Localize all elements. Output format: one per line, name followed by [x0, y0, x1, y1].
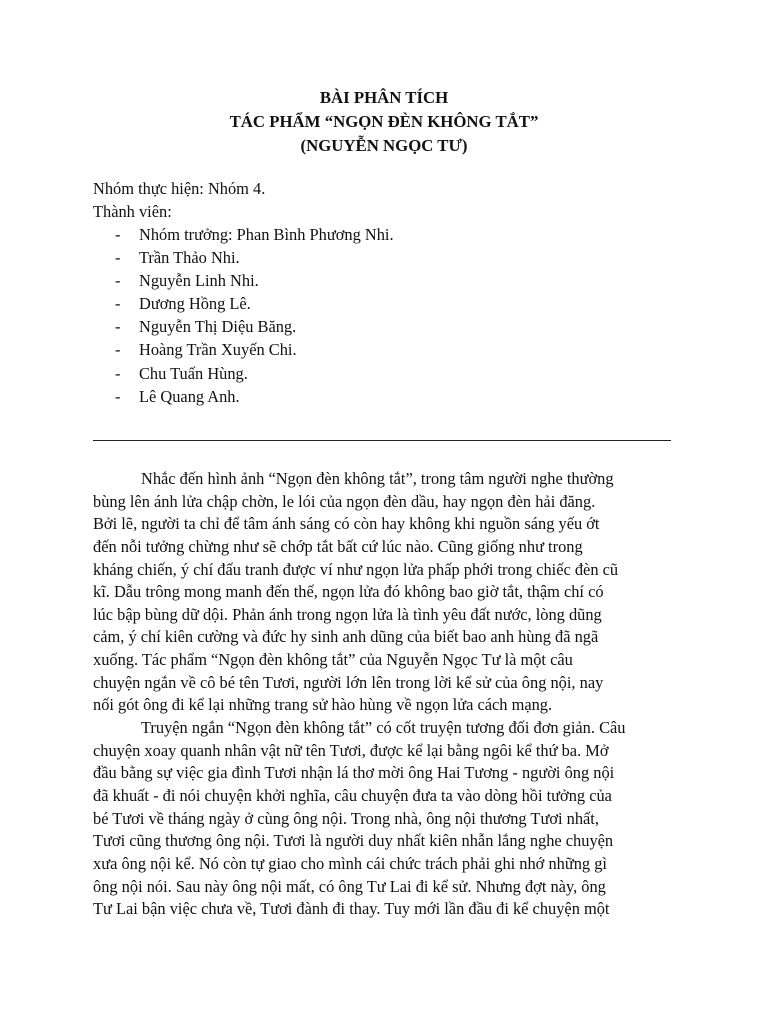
body-line: đến nỗi tưởng chừng như sẽ chớp tắt bất cứ lúc nào. Cũng giống như trong [93, 536, 583, 556]
body-line: Bởi lẽ, người ta chỉ để tâm ánh sáng có còn hay không khi nguồn sáng yếu ớt [93, 514, 600, 534]
member-name: Lê Quang Anh. [139, 386, 240, 406]
member-name: Nguyễn Linh Nhi. [139, 271, 259, 291]
member-name: Trần Thảo Nhi. [139, 248, 240, 268]
body-line: xuống. Tác phẩm “Ngọn đèn không tắt” của Nguyễn Ngọc Tư là một câu [93, 650, 573, 670]
body-line: lúc bập bùng dữ dội. Phản ánh trong ngọn lửa là tình yêu đất nước, lòng dũng [93, 604, 602, 624]
body-line: kháng chiến, ý chí đấu tranh được ví như ngọn lửa phấp phới trong chiếc đèn cũ [93, 559, 619, 579]
members-label: Thành viên: [93, 202, 172, 221]
body-line: Nhắc đến hình ảnh “Ngọn đèn không tắt”, trong tâm người nghe thường [141, 469, 614, 488]
body-line: kĩ. Dẫu trông mong manh đến thế, ngọn lửa đó không bao giờ tắt, thậm chí có [93, 582, 604, 602]
title-line-1: BÀI PHÂN TÍCH [319, 88, 449, 107]
member-name: Chu Tuấn Hùng. [139, 363, 248, 383]
member-name: Dương Hồng Lê. [139, 294, 251, 314]
divider [93, 440, 671, 441]
bullet-dash: - [115, 248, 121, 268]
body-line: đã khuất - đi nói chuyện khởi nghĩa, câu chuyện đưa ta vào dòng hồi tưởng của [93, 785, 612, 805]
bullet-dash: - [115, 340, 121, 360]
group-label: Nhóm thực hiện: Nhóm 4. [93, 179, 266, 198]
body-line: Tươi cũng thương ông nội. Tươi là người duy nhất kiên nhẫn lắng nghe chuyện [93, 831, 614, 851]
body-line: chuyện xoay quanh nhân vật nữ tên Tươi, được kể lại bằng ngôi kể thứ ba. Mở [93, 740, 609, 760]
body-line: bé Tươi về tháng ngày ở cùng ông nội. Trong nhà, ông nội thương Tươi nhất, [93, 808, 599, 828]
title-line-2: TÁC PHẨM “NGỌN ĐÈN KHÔNG TẮT” [229, 112, 539, 131]
body-line: đầu bằng sự việc gia đình Tươi nhận lá thơ mời ông Hai Tương - người ông nội [93, 763, 615, 783]
body-line: nối gót ông đi kể lại những trang sử hào hùng về ngọn lửa cách mạng. [93, 695, 553, 715]
body-line: bùng lên ánh lửa chập chờn, le lói của ngọn đèn dầu, hay ngọn đèn hải đăng. [93, 491, 596, 511]
body-line: chuyện ngắn về cô bé tên Tươi, người lớn lên trong lời kể sử của ông nội, nay [93, 672, 604, 692]
group-info [93, 177, 265, 223]
bullet-dash: - [115, 225, 121, 244]
body-line: Tư Lai bận việc chưa về, Tươi đành đi thay. Tuy mới lần đầu đi kể chuyện một [93, 899, 610, 919]
analysis-body [93, 468, 693, 921]
bullet-dash: - [115, 294, 121, 314]
member-name: Nhóm trưởng: Phan Bình Phương Nhi. [139, 225, 394, 244]
bullet-dash: - [115, 271, 121, 291]
member-name: Hoàng Trần Xuyến Chi. [139, 340, 297, 360]
title-line-3: (NGUYỄN NGỌC TƯ) [300, 136, 468, 155]
body-line: xưa ông nội kể. Nó còn tự giao cho mình cái chức trách phải ghi nhớ những gì [93, 853, 607, 873]
body-line: ông nội nói. Sau này ông nội mất, có ông Tư Lai đi kể sử. Nhưng đợt này, ông [93, 876, 606, 896]
bullet-dash: - [115, 386, 121, 406]
bullet-dash: - [115, 363, 121, 383]
member-name: Nguyễn Thị Diệu Băng. [139, 317, 297, 337]
document-title [0, 86, 768, 158]
bullet-dash: - [115, 317, 121, 337]
body-line: Truyện ngắn “Ngọn đèn không tắt” có cốt truyện tương đối đơn giản. Câu [141, 718, 626, 738]
body-line: cảm, ý chí kiên cường và đức hy sinh anh dũng của biết bao anh hùng đã ngã [93, 627, 599, 647]
